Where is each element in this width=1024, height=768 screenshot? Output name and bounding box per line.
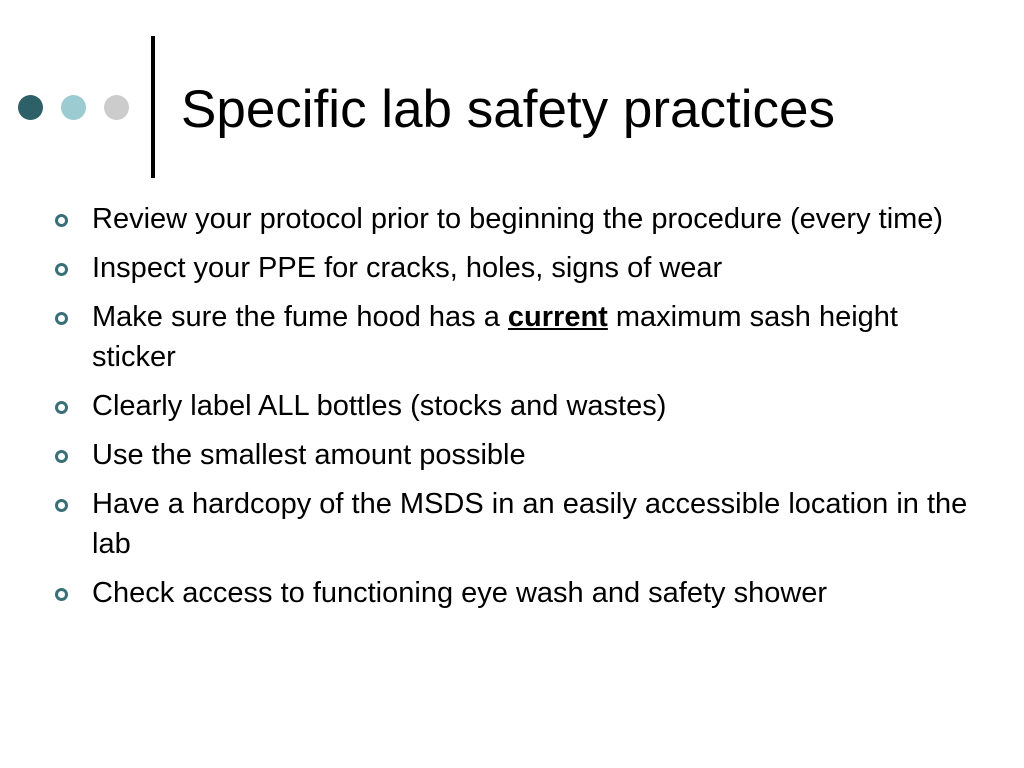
bullet-item	[50, 573, 980, 613]
ring-bullet-icon	[55, 450, 68, 463]
bullet-item	[50, 435, 980, 475]
bullet-text: Have a hardcopy of the MSDS in an easily accessible location in the lab	[92, 488, 968, 560]
bullet-text: Check access to functioning eye wash and safety shower	[92, 577, 828, 609]
ring-bullet-icon	[55, 312, 68, 325]
gray-dot-icon	[104, 95, 129, 120]
bullet-item	[50, 248, 980, 288]
bullet-list	[50, 199, 980, 622]
ring-bullet-icon	[55, 588, 68, 601]
title-divider	[151, 36, 155, 178]
ring-bullet-icon	[55, 214, 68, 227]
bullet-item	[50, 199, 980, 239]
bullet-text: Review your protocol prior to beginning the procedure (every time)	[92, 203, 944, 235]
bullet-text-before: Make sure the fume hood has a	[92, 301, 508, 333]
bullet-item	[50, 386, 980, 426]
light-teal-dot-icon	[61, 95, 86, 120]
ring-bullet-icon	[55, 263, 68, 276]
emphasized-word: current	[507, 301, 608, 333]
bullet-text-after: maximum sash height sticker	[92, 301, 898, 373]
ring-bullet-icon	[55, 499, 68, 512]
bullet-text: Inspect your PPE for cracks, holes, signs of wear	[92, 252, 723, 284]
bullet-item	[50, 297, 980, 377]
ring-bullet-icon	[55, 401, 68, 414]
bullet-item	[50, 484, 980, 564]
slide-title: Specific lab safety practices	[181, 80, 835, 139]
dark-teal-dot-icon	[18, 95, 43, 120]
bullet-text: Clearly label ALL bottles (stocks and wastes)	[92, 390, 667, 422]
bullet-text: Use the smallest amount possible	[92, 439, 526, 471]
